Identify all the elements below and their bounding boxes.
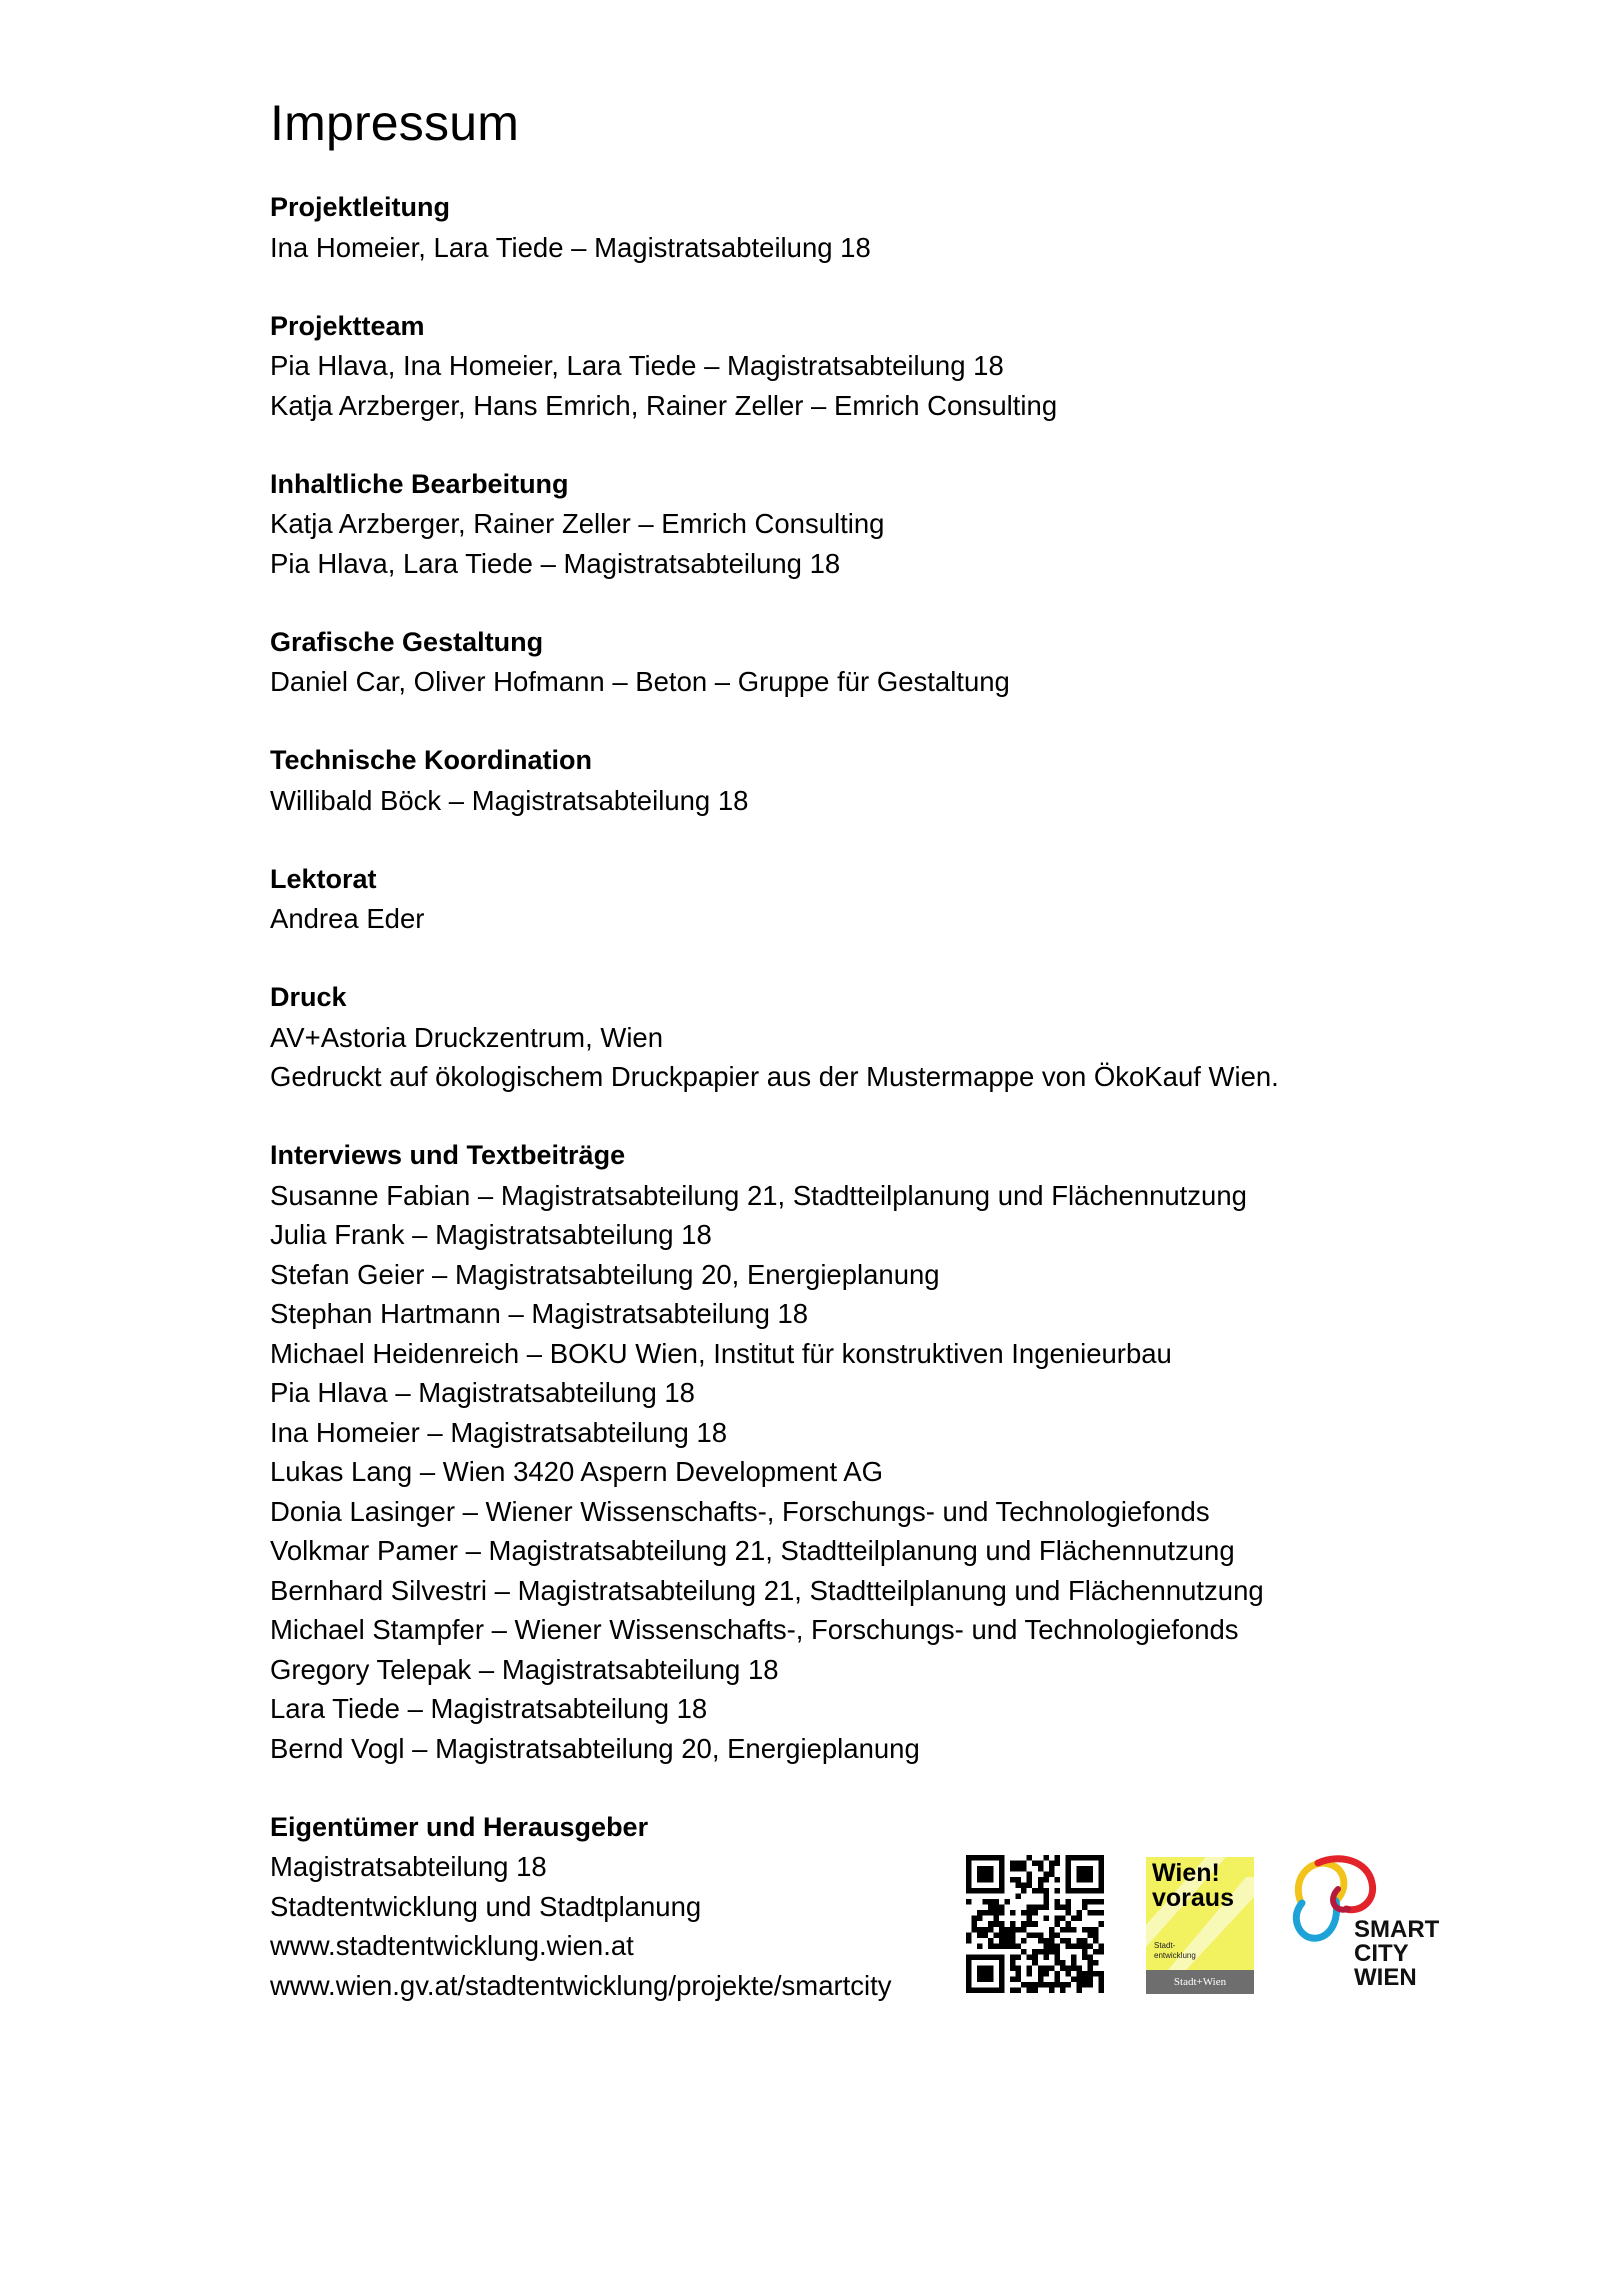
credit-line: www.wien.gv.at/stadtentwicklung/projekte/smartcity — [270, 1969, 892, 2001]
wien-voraus-subtitle: Stadt- entwicklung — [1154, 1941, 1196, 1960]
credit-line: www.stadtentwicklung.wien.at — [270, 1930, 634, 1961]
credit-section — [270, 860, 1370, 939]
credit-line: Ina Homeier – Magistratsabteilung 18 — [270, 1416, 728, 1448]
wien-voraus-wordmark: Wien! voraus — [1152, 1859, 1234, 1912]
smart-city-wien-logo — [1288, 1855, 1448, 1995]
credit-line: Stephan Hartmann – Magistratsabteilung 18 — [270, 1298, 809, 1329]
credit-line: Lara Tiede – Magistratsabteilung 18 — [270, 1693, 708, 1724]
credit-line: Bernhard Silvestri – Magistratsabteilung 21, Stadtteilplanung und Flächennutzung — [270, 1574, 1264, 1606]
credit-line: Pia Hlava, Ina Homeier, Lara Tiede – Magistratsabteilung 18 — [270, 350, 1004, 381]
credit-line: Michael Stampfer – Wiener Wissenschafts-, Forschungs- und Technologiefonds — [270, 1614, 1239, 1645]
section-heading: Eigentümer und Herausgeber — [270, 1811, 649, 1842]
credit-section — [270, 741, 1370, 820]
credit-line: Willibald Böck – Magistratsabteilung 18 — [270, 784, 749, 816]
section-heading: Technische Koordination — [270, 745, 593, 775]
section-heading: Projektleitung — [270, 192, 451, 222]
credit-line: AV+Astoria Druckzentrum, Wien — [270, 1021, 664, 1053]
section-heading: Interviews und Textbeiträge — [270, 1140, 626, 1170]
credit-section — [270, 188, 1370, 267]
city-label: CITY — [1354, 1940, 1409, 1967]
wien-voraus-logo — [1146, 1857, 1254, 1994]
smart-label: SMART — [1354, 1916, 1440, 1943]
credit-section — [270, 978, 1370, 1097]
credit-section — [270, 1136, 1370, 1768]
section-heading: Druck — [270, 982, 347, 1012]
section-heading: Grafische Gestaltung — [270, 626, 544, 657]
credit-line: Donia Lasinger – Wiener Wissenschafts-, Forschungs- und Technologiefonds — [270, 1495, 1210, 1527]
credit-line: Magistratsabteilung 18 — [270, 1851, 547, 1882]
credit-line: Susanne Fabian – Magistratsabteilung 21, Stadtteilplanung und Flächennutzung — [270, 1179, 1247, 1211]
credit-line: Pia Hlava – Magistratsabteilung 18 — [270, 1377, 695, 1408]
credit-line: Katja Arzberger, Rainer Zeller – Emrich Consulting — [270, 508, 885, 539]
credit-line: Bernd Vogl – Magistratsabteilung 20, Energieplanung — [270, 1732, 920, 1764]
credit-line: Andrea Eder — [270, 903, 425, 934]
section-heading: Inhaltliche Bearbeitung — [270, 468, 569, 499]
credit-line: Stadtentwicklung und Stadtplanung — [270, 1890, 702, 1922]
credit-line: Lukas Lang – Wien 3420 Aspern Development AG — [270, 1456, 884, 1487]
credits-list — [270, 188, 1370, 2045]
credit-section — [270, 465, 1370, 584]
credit-line: Gregory Telepak – Magistratsabteilung 18 — [270, 1653, 779, 1685]
qr-code-icon — [966, 1855, 1104, 1993]
page-title: Impressum — [270, 95, 520, 151]
credit-line: Stefan Geier – Magistratsabteilung 20, Energieplanung — [270, 1258, 940, 1290]
credit-line: Julia Frank – Magistratsabteilung 18 — [270, 1219, 712, 1250]
credit-line: Gedruckt auf ökologischem Druckpapier aus der Mustermappe von ÖkoKauf Wien. — [270, 1061, 1279, 1092]
credit-line: Daniel Car, Oliver Hofmann – Beton – Gruppe für Gestaltung — [270, 666, 1010, 697]
credit-section — [270, 307, 1370, 426]
credit-line: Pia Hlava, Lara Tiede – Magistratsabteilung 18 — [270, 547, 841, 579]
credit-line: Volkmar Pamer – Magistratsabteilung 21, Stadtteilplanung und Flächennutzung — [270, 1535, 1235, 1566]
credit-line: Michael Heidenreich – BOKU Wien, Institut für konstruktiven Ingenieurbau — [270, 1337, 1172, 1369]
stadt-wien-bar: Stadt+Wien — [1146, 1970, 1254, 1994]
credit-line: Ina Homeier, Lara Tiede – Magistratsabteilung 18 — [270, 231, 871, 263]
section-heading: Projektteam — [270, 310, 425, 341]
section-heading: Lektorat — [270, 863, 377, 894]
credit-line: Katja Arzberger, Hans Emrich, Rainer Zeller – Emrich Consulting — [270, 389, 1058, 421]
credit-section — [270, 623, 1370, 702]
wien-label: WIEN — [1354, 1964, 1417, 1991]
